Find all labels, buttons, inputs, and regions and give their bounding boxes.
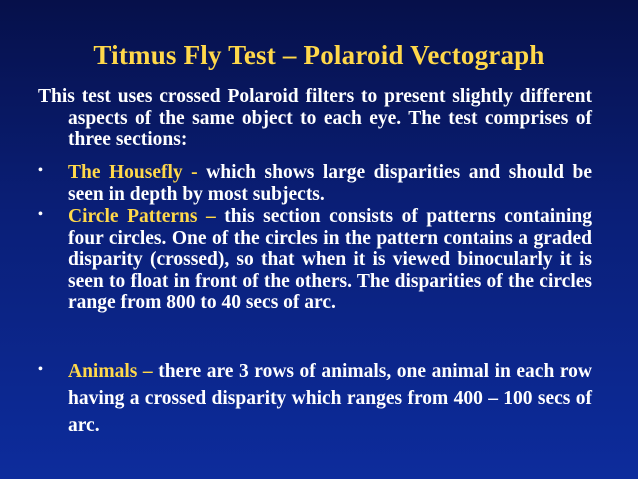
intro-paragraph: This test uses crossed Polaroid filters to present slightly different aspects of the same object to each eye. The test comprises of three sections: xyxy=(38,86,592,150)
bullet-marker: • xyxy=(38,362,43,377)
bullet-text-animals: there are 3 rows of animals, one animal in each row having a crossed disparity which ranges from 400 – 100 secs of arc. xyxy=(68,361,592,436)
bullet-animals xyxy=(38,358,592,439)
bullet-heading-housefly: The Housefly - xyxy=(68,162,198,183)
bullet-text-housefly: which shows large disparities and should be seen in depth by most subjects. xyxy=(68,162,592,205)
bullet-circle-patterns xyxy=(38,206,592,314)
slide-title: Titmus Fly Test – Polaroid Vectograph xyxy=(93,40,545,70)
bullet-text-circle-patterns: this section consists of patterns containing four circles. One of the circles in the pattern contains a graded disparity (crossed), so that when it is viewed binocularly it is seen to float in front of the others. The disparities of the circles range from 800 to 40 secs of arc. xyxy=(68,206,592,313)
bullet-heading-animals: Animals – xyxy=(68,361,153,382)
bullet-heading-circle-patterns: Circle Patterns – xyxy=(68,206,216,227)
bullet-marker: • xyxy=(38,207,43,222)
bullet-marker: • xyxy=(38,163,43,178)
bullet-housefly xyxy=(38,162,592,205)
